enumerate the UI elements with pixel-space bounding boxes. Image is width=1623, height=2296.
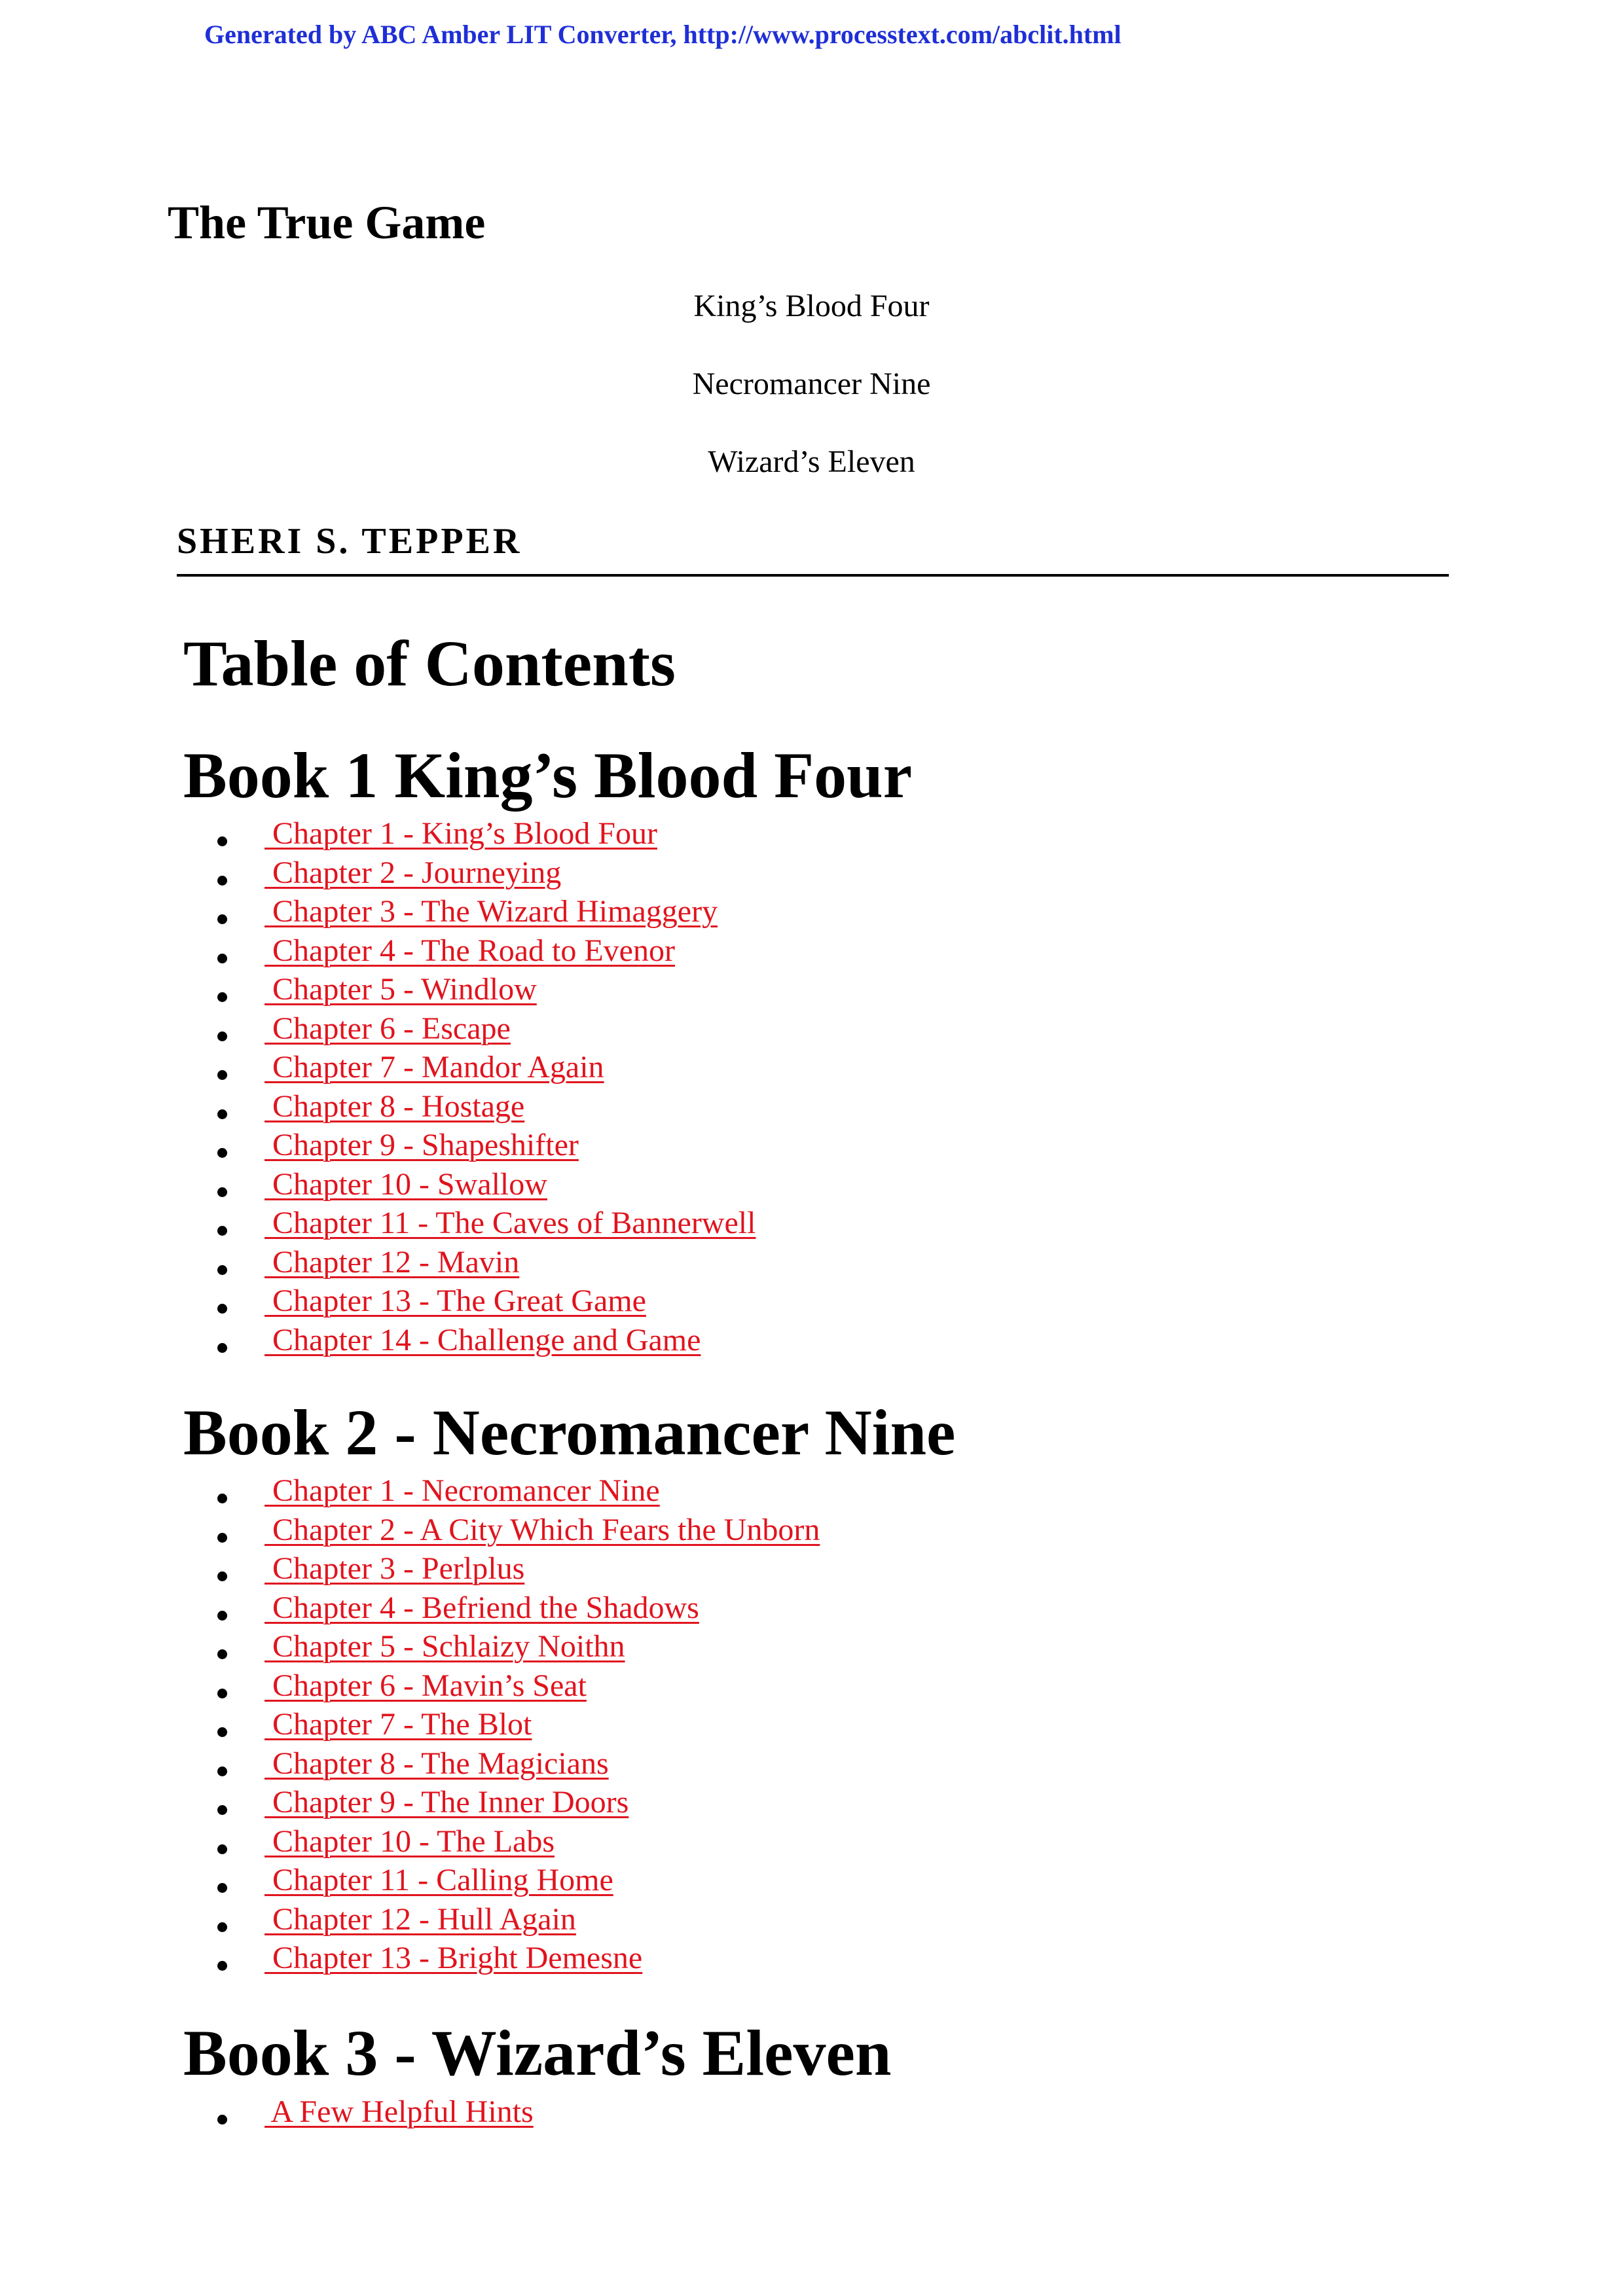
bullet-icon <box>217 1571 227 1581</box>
bullet-icon <box>217 1689 227 1698</box>
bullet-icon <box>217 1533 227 1543</box>
chapter-link[interactable]: Chapter 14 - Challenge and Game <box>264 1322 701 1357</box>
chapter-link[interactable]: Chapter 6 - Mavin’s Seat <box>264 1668 587 1703</box>
bullet-icon <box>217 1109 227 1119</box>
chapter-link[interactable]: Chapter 4 - The Road to Evenor <box>264 933 675 968</box>
chapter-link[interactable]: A Few Helpful Hints <box>264 2094 534 2129</box>
chapter-link[interactable]: Chapter 2 - Journeying <box>264 855 562 890</box>
bullet-icon <box>217 1649 227 1659</box>
chapter-link[interactable]: Chapter 5 - Windlow <box>264 972 537 1007</box>
chapter-link[interactable]: Chapter 10 - Swallow <box>264 1166 547 1202</box>
bullet-icon <box>217 1187 227 1197</box>
author-name: SHERI S. TEPPER <box>177 521 522 562</box>
chapter-link[interactable]: Chapter 5 - Schlaizy Noithn <box>264 1629 625 1664</box>
bullet-icon <box>217 1343 227 1353</box>
bullet-icon <box>217 1494 227 1503</box>
bullet-icon <box>217 1922 227 1932</box>
bullet-icon <box>217 1883 227 1893</box>
bullet-icon <box>217 1265 227 1275</box>
chapter-link[interactable]: Chapter 1 - Necromancer Nine <box>264 1473 660 1508</box>
bullet-icon <box>217 992 227 1002</box>
subtitle-book-3: Wizard’s Eleven <box>708 444 915 479</box>
bullet-icon <box>217 1304 227 1314</box>
subtitle-book-2: Necromancer Nine <box>692 367 931 401</box>
converter-header-link[interactable]: Generated by ABC Amber LIT Converter, http://www.processtext.com/abclit.html <box>204 20 1122 49</box>
chapter-link[interactable]: Chapter 12 - Mavin <box>264 1244 520 1280</box>
bullet-icon <box>217 1844 227 1854</box>
chapter-link[interactable]: Chapter 4 - Befriend the Shadows <box>264 1590 699 1625</box>
bullet-icon <box>217 836 227 846</box>
bullet-icon <box>217 914 227 924</box>
chapter-link[interactable]: Chapter 11 - Calling Home <box>264 1863 613 1897</box>
toc-title: Table of Contents <box>183 627 676 700</box>
chapter-link[interactable]: Chapter 2 - A City Which Fears the Unborn <box>264 1512 820 1547</box>
document-title: The True Game <box>168 196 486 249</box>
chapter-link[interactable]: Chapter 10 - The Labs <box>264 1823 555 1859</box>
bullet-icon <box>217 2115 227 2125</box>
chapter-link[interactable]: Chapter 12 - Hull Again <box>264 1901 576 1937</box>
bullet-icon <box>217 954 227 963</box>
bullet-icon <box>217 1805 227 1815</box>
book-3-heading: Book 3 - Wizard’s Eleven <box>183 2017 892 2089</box>
chapter-link[interactable]: Chapter 9 - Shapeshifter <box>264 1128 579 1162</box>
chapter-link[interactable]: Chapter 6 - Escape <box>264 1011 511 1046</box>
bullet-icon <box>217 1767 227 1776</box>
bullet-icon <box>217 1148 227 1158</box>
chapter-link[interactable]: Chapter 9 - The Inner Doors <box>264 1785 629 1820</box>
chapter-link[interactable]: Chapter 13 - Bright Demesne <box>264 1941 643 1975</box>
chapter-link[interactable]: Chapter 3 - The Wizard Himaggery <box>264 894 718 929</box>
chapter-link[interactable]: Chapter 8 - The Magicians <box>264 1746 609 1781</box>
book-1-heading: Book 1 King’s Blood Four <box>183 739 913 812</box>
bullet-icon <box>217 1070 227 1080</box>
chapter-link[interactable]: Chapter 13 - The Great Game <box>264 1283 646 1318</box>
bullet-icon <box>217 1961 227 1971</box>
horizontal-divider <box>177 574 1449 577</box>
chapter-link[interactable]: Chapter 3 - Perlplus <box>264 1551 525 1586</box>
bullet-icon <box>217 1727 227 1737</box>
chapter-link[interactable]: Chapter 7 - Mandor Again <box>264 1050 604 1085</box>
chapter-link[interactable]: Chapter 11 - The Caves of Bannerwell <box>264 1206 756 1240</box>
bullet-icon <box>217 876 227 886</box>
bullet-icon <box>217 1031 227 1041</box>
chapter-link[interactable]: Chapter 1 - King’s Blood Four <box>264 816 657 851</box>
book-2-heading: Book 2 - Necromancer Nine <box>183 1396 956 1469</box>
subtitle-book-1: King’s Blood Four <box>693 289 930 323</box>
chapter-link[interactable]: Chapter 7 - The Blot <box>264 1707 532 1742</box>
bullet-icon <box>217 1226 227 1236</box>
chapter-link[interactable]: Chapter 8 - Hostage <box>264 1088 525 1124</box>
bullet-icon <box>217 1611 227 1621</box>
